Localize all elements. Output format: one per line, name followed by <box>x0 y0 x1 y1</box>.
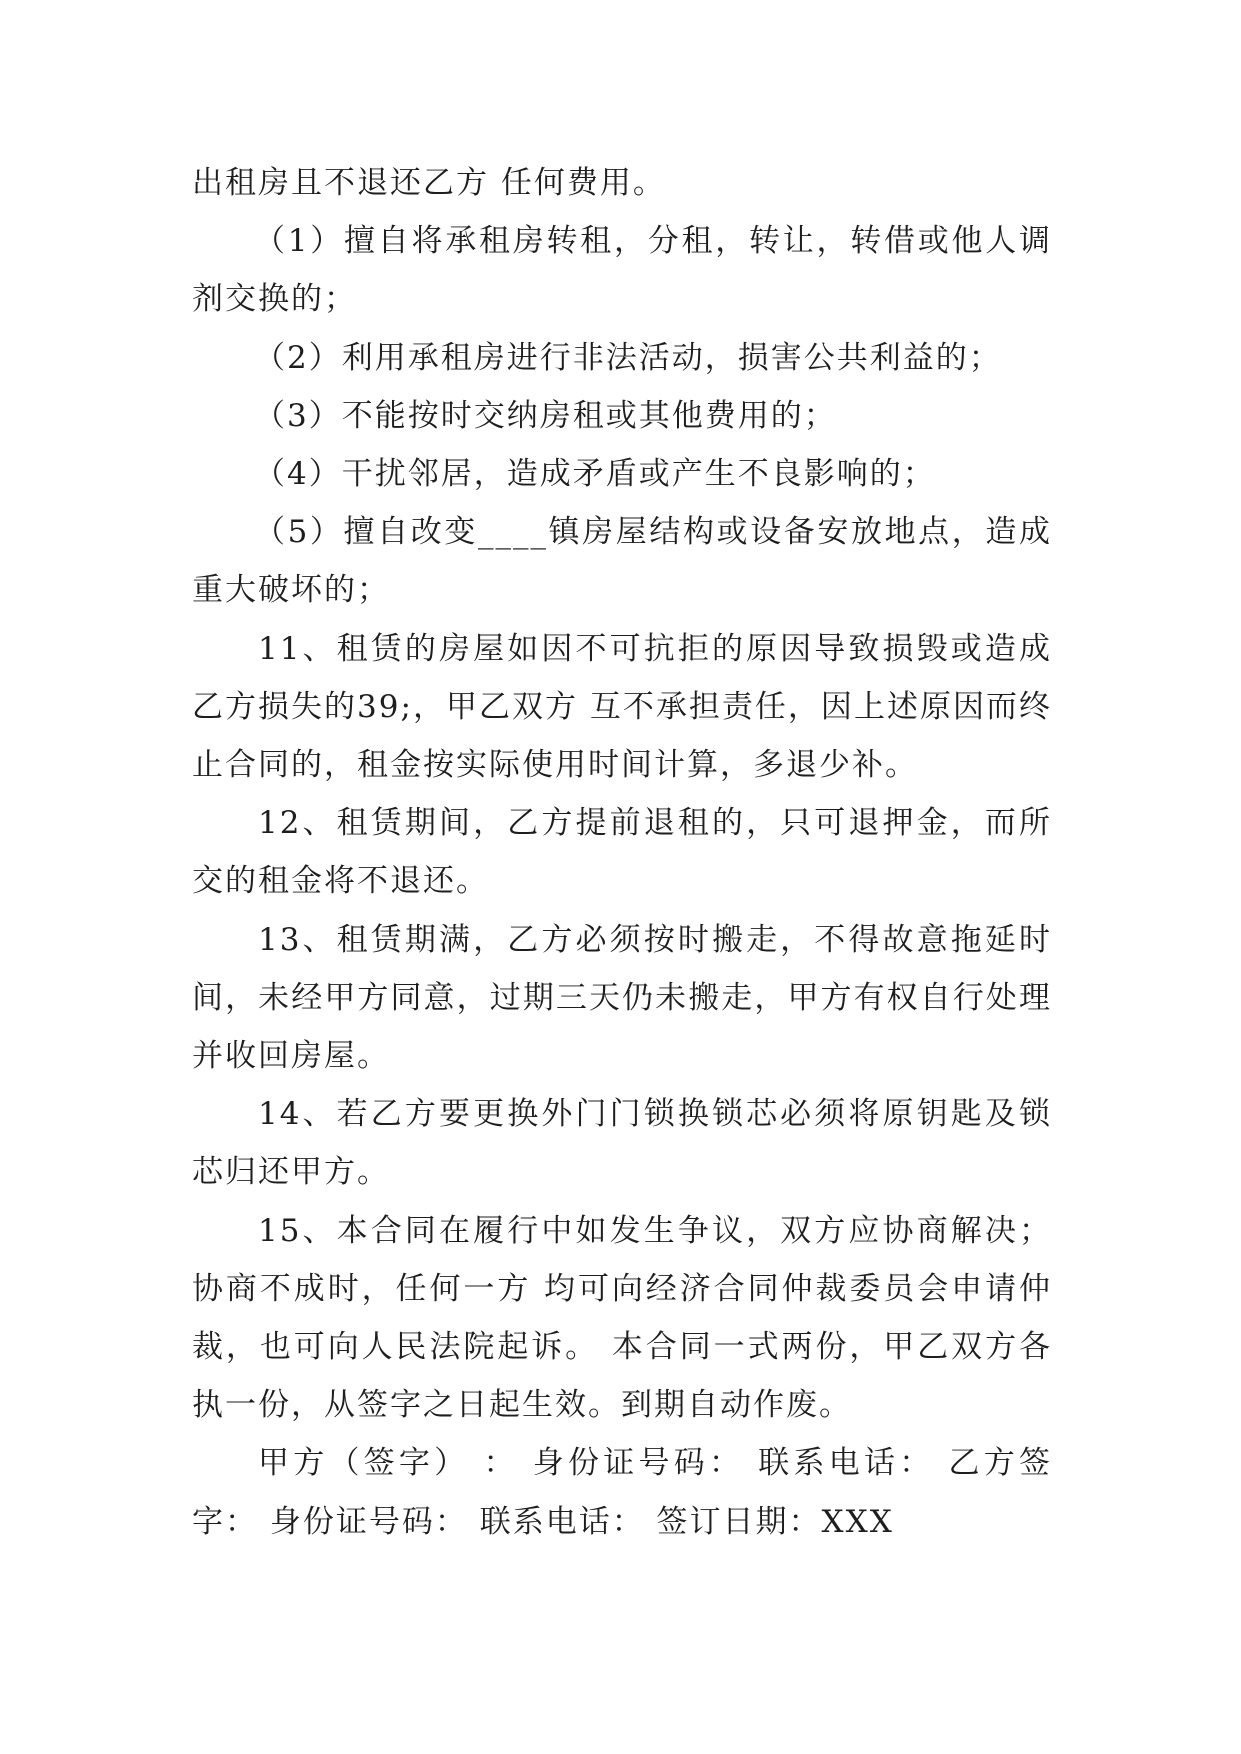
clause-15: 15、本合同在履行中如发生争议，双方应协商解决；协商不成时，任何一方 均可向经济合同仲裁委员会申请仲裁，也可向人民法院起诉。 本合同一式两份，甲乙双方各执一份，从签字之日起生效。到期自动作废。 <box>192 1212 1052 1424</box>
clause-13: 13、租赁期满，乙方必须按时搬走，不得故意拖延时间，未经甲方同意，过期三天仍未搬走，甲方有权自行处理并收回房屋。 <box>192 921 1052 1075</box>
clause-11: 11、租赁的房屋如因不可抗拒的原因导致损毁或造成乙方损失的39;，甲乙双方 互不承担责任，因上述原因而终止合同的，租金按实际使用时间计算，多退少补。 <box>192 630 1052 784</box>
clause-item-3: （3）不能按时交纳房租或其他费用的； <box>254 397 837 434</box>
clause-14: 14、若乙方要更换外门门锁换锁芯必须将原钥匙及锁芯归还甲方。 <box>192 1096 1052 1191</box>
clause-item-4: （4）干扰邻居，造成矛盾或产生不良影响的； <box>254 456 936 493</box>
clause-12: 12、租赁期间，乙方提前退租的，只可退押金，而所交的租金将不退还。 <box>192 805 1052 900</box>
clause-item-2: （2）利用承租房进行非法活动，损害公共利益的； <box>254 339 1002 376</box>
clause-item-1: （1）擅自将承租房转租，分租，转让，转借或他人调剂交换的； <box>192 223 1052 318</box>
document-page <box>192 154 1052 1551</box>
signature-block: 甲方（签字） ： 身份证号码： 联系电话： 乙方签字： 身份证号码： 联系电话： 签订日期：XXX <box>192 1445 1052 1540</box>
clause-item-5: （5）擅自改变____镇房屋结构或设备安放地点，造成重大破坏的； <box>192 514 1052 609</box>
paragraph-continuation: 出租房且不退还乙方 任何费用。 <box>192 165 666 201</box>
